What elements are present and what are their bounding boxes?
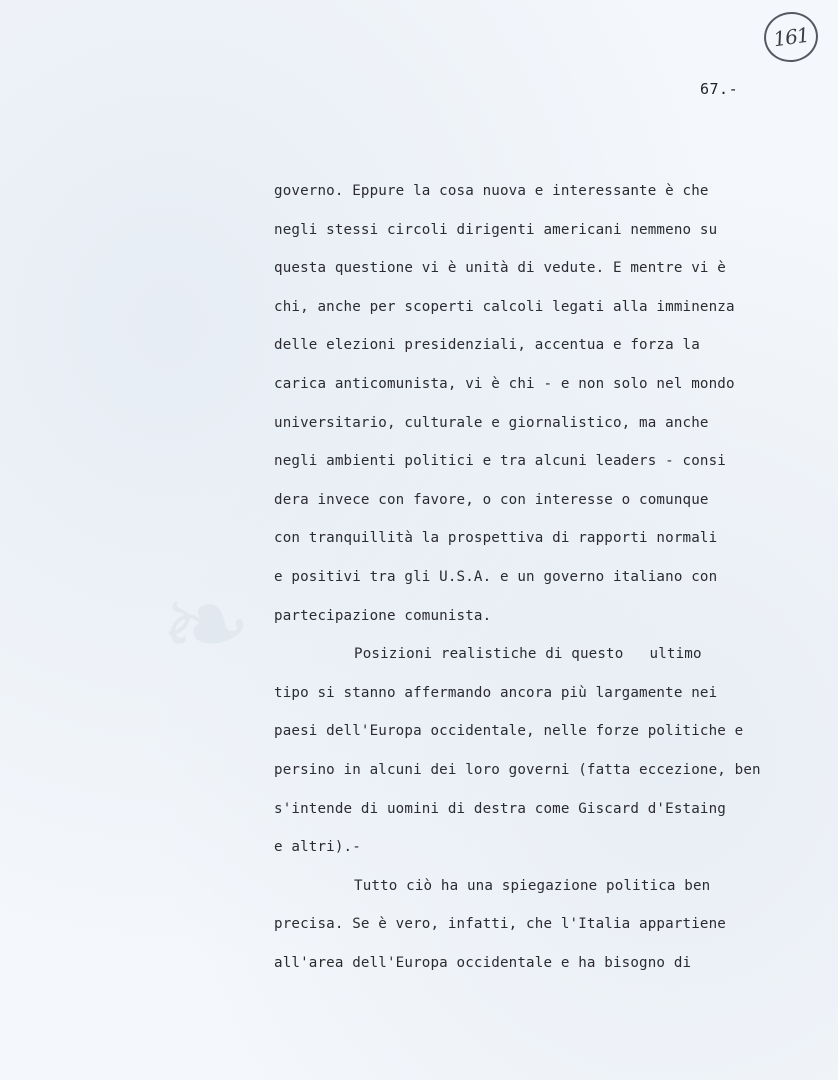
text-line: universitario, culturale e giornalistico, ma anche [274, 414, 709, 431]
text-line: e altri).- [274, 839, 361, 856]
text-line: con tranquillità la prospettiva di rapporti normali [274, 530, 718, 547]
text-line: tipo si stanno affermando ancora più largamente nei [274, 684, 718, 701]
archive-stamp [761, 8, 821, 65]
text-line: delle elezioni presidenziali, accentua e forza la [274, 337, 700, 354]
text-line: partecipazione comunista. [274, 607, 492, 624]
text-line: dera invece con favore, o con interesse o comunque [274, 491, 709, 508]
text-line: persino in alcuni dei loro governi (fatta eccezione, ben [274, 761, 761, 778]
archive-stamp-number: 161 [771, 22, 811, 52]
text-line: paesi dell'Europa occidentale, nelle forze politiche e [274, 723, 744, 740]
paragraph-start-line: Tutto ciò ha una spiegazione politica ben [354, 877, 711, 894]
text-line: e positivi tra gli U.S.A. e un governo italiano con [274, 568, 718, 585]
text-line: precisa. Se è vero, infatti, che l'Italia appartiene [274, 916, 726, 933]
page-number: 67.- [700, 80, 739, 98]
text-line: all'area dell'Europa occidentale e ha bisogno di [274, 954, 692, 971]
text-line: chi, anche per scoperti calcoli legati alla imminenza [274, 298, 735, 315]
text-line: negli ambienti politici e tra alcuni leaders - consi [274, 453, 726, 470]
text-line: negli stessi circoli dirigenti americani nemmeno su [274, 221, 718, 238]
text-line: s'intende di uomini di destra come Giscard d'Estaing [274, 800, 726, 817]
typewritten-text [274, 172, 814, 982]
text-line: governo. Eppure la cosa nuova e interessante è che [274, 183, 709, 199]
text-line: carica anticomunista, vi è chi - e non solo nel mondo [274, 375, 735, 392]
background-watermark: ❧ [156, 557, 264, 691]
paragraph-start-line: Posizioni realistiche di questo ultimo [354, 646, 702, 663]
text-line: questa questione vi è unità di vedute. E mentre vi è [274, 260, 726, 277]
